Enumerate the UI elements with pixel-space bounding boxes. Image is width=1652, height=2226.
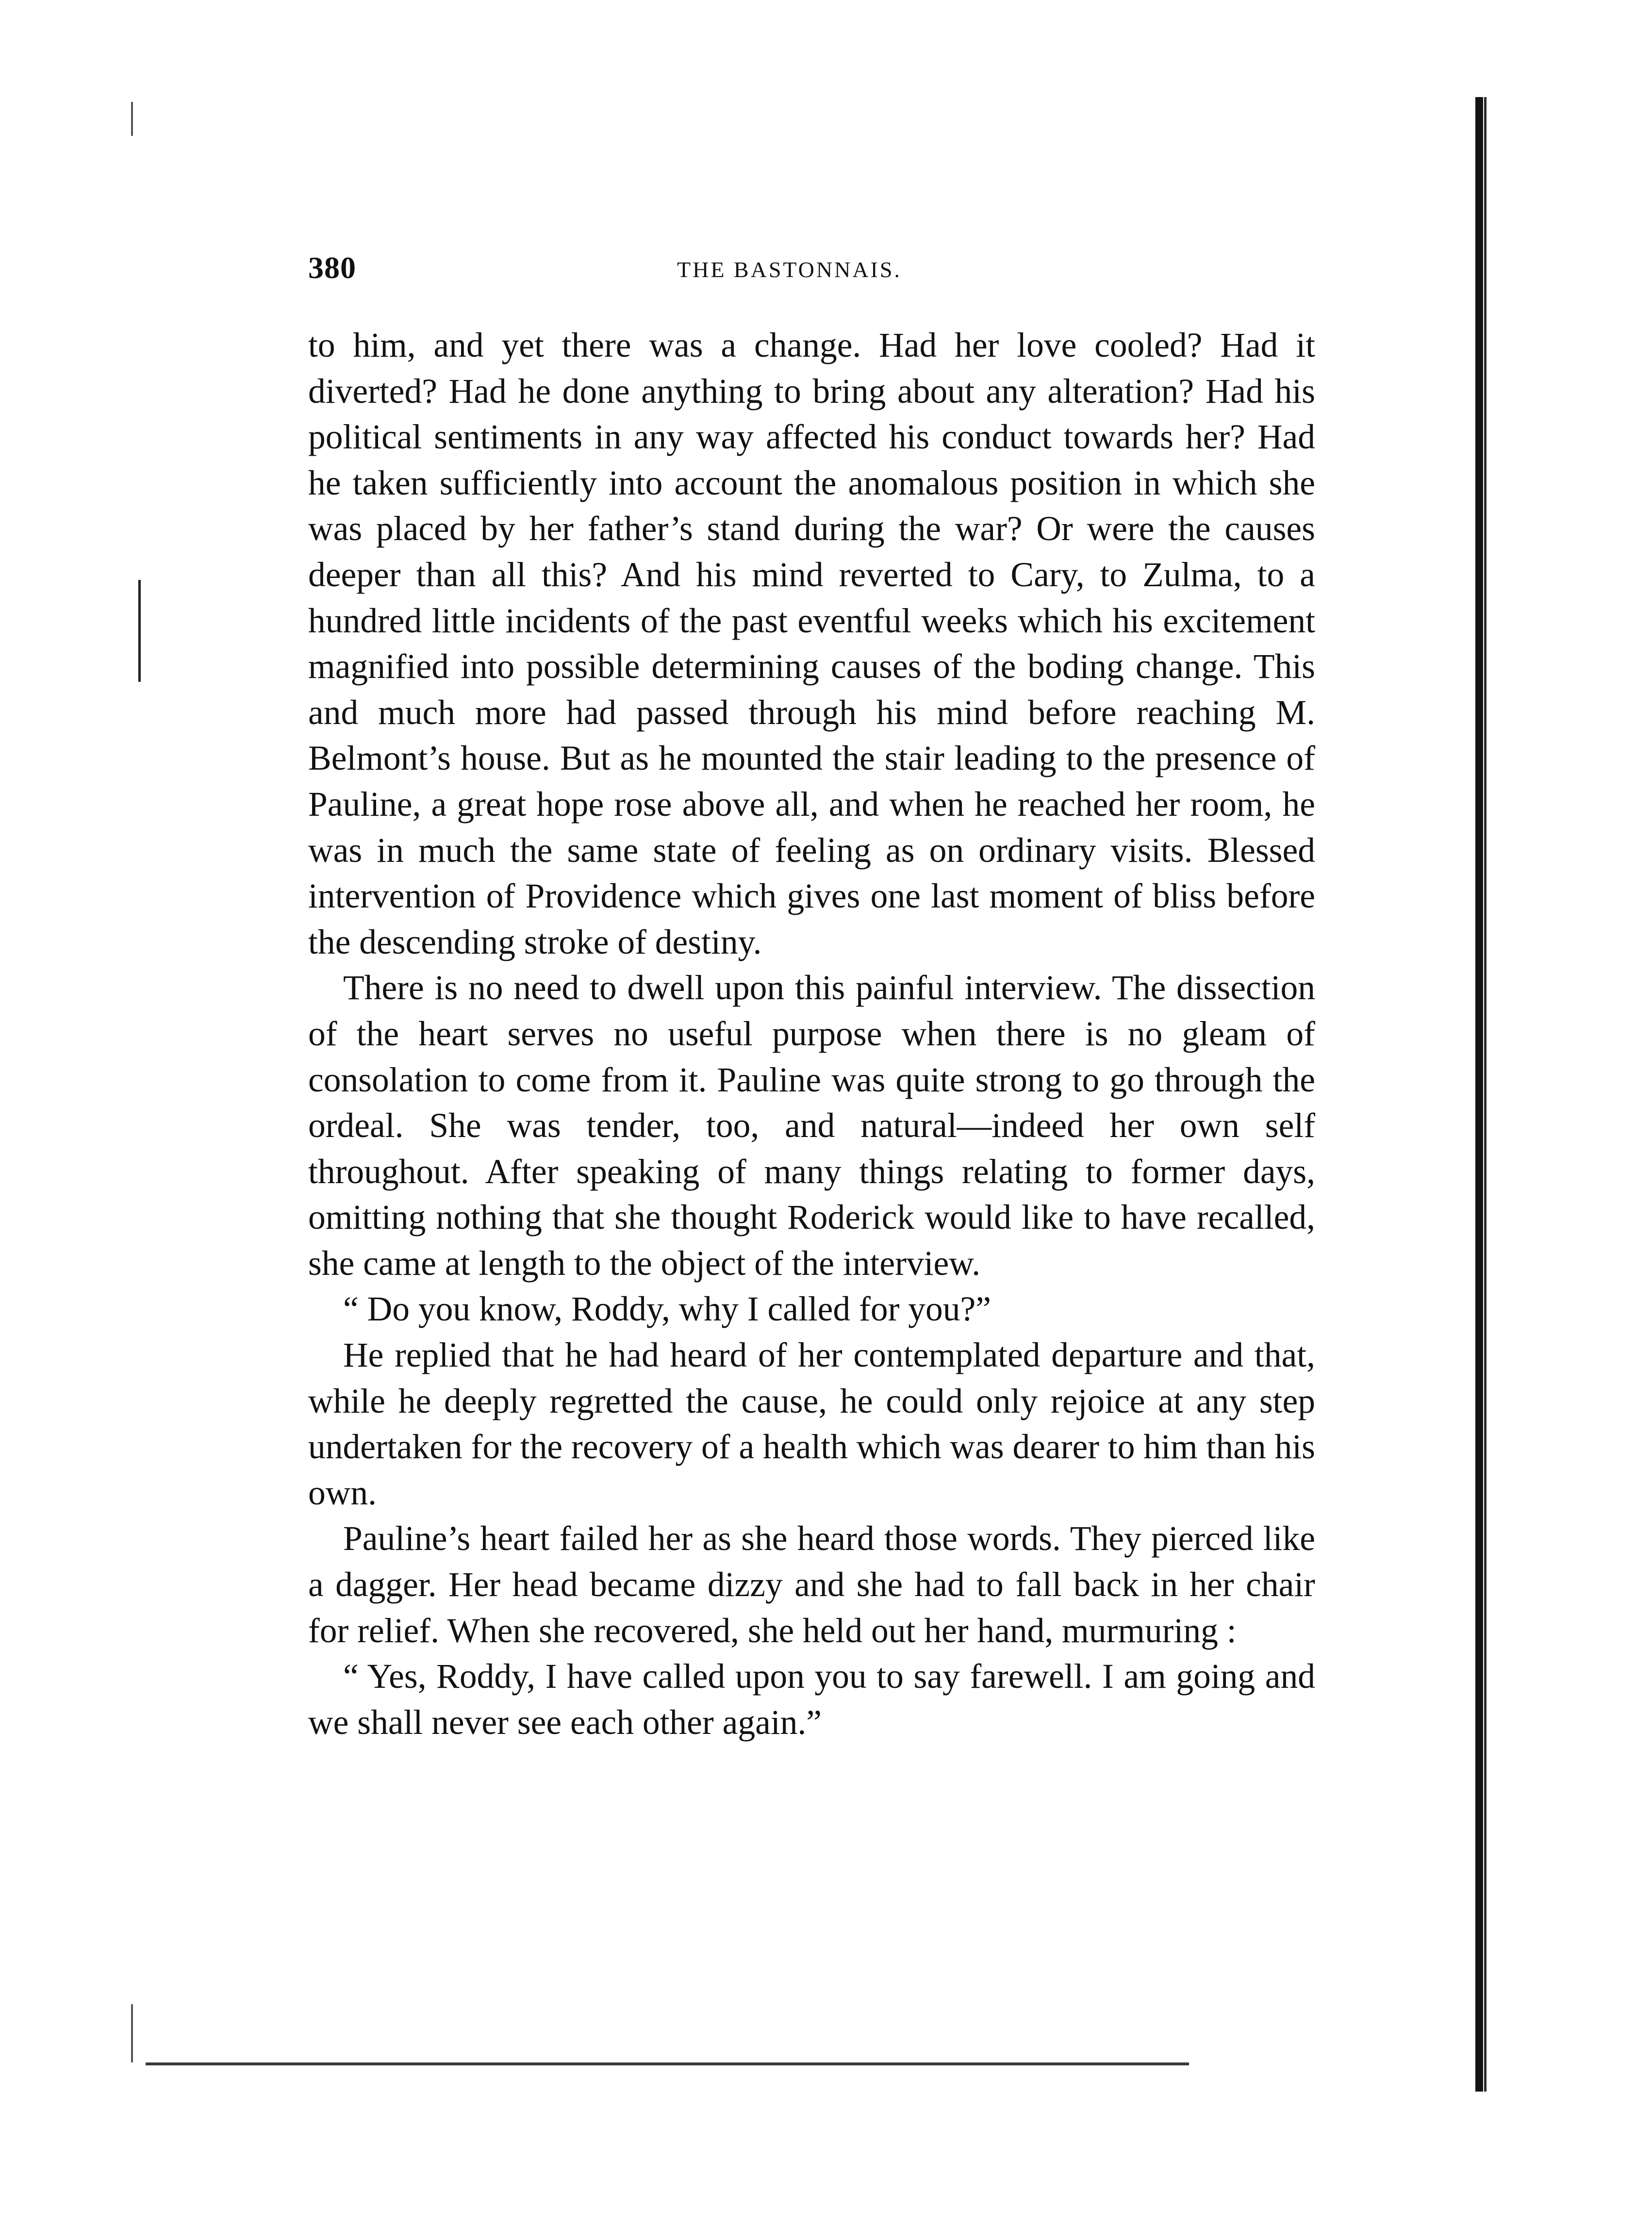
binding-edge-line <box>1484 97 1487 2092</box>
paragraph-6: “ Yes, Roddy, I have called upon you to say farewell. I am going and we shall never see each other again.” <box>308 1657 1315 1742</box>
paragraph-5: Pauline’s heart failed her as she heard those words. They pierced like a dagger. Her head became dizzy and she had to fall back in her chair for relief. When she recovered, she held out her hand, murmuring : <box>308 1519 1315 1650</box>
page-number: 380 <box>308 250 356 285</box>
binding-edge-shadow <box>1475 97 1483 2092</box>
page-header <box>308 250 1315 294</box>
left-margin-speck <box>131 102 133 136</box>
body-text <box>308 323 1315 1746</box>
running-title: THE BASTONNAIS. <box>677 257 902 282</box>
paragraph-1: to him, and yet there was a change. Had her love cooled? Had it diverted? Had he done anything to bring about any alteration? Had his political sentiments in any way affected his conduct towards her? Had he taken sufficiently into account the anomalous position in which she was placed by her father’s stand during the war? Or were the causes deeper than all this? And his mind reverted to Cary, to Zulma, to a hundred little incidents of the past eventful weeks which his excitement magnified into possible determining causes of the boding change. This and much more had passed through his mind before reaching M. Belmont’s house. But as he mounted the stair leading to the presence of Pauline, a great hope rose above all, and when he reached her room, he was in much the same state of feeling as on ordinary visits. Blessed intervention of Providence which gives one last moment of bliss before the descending stroke of destiny. <box>308 326 1315 961</box>
paragraph-4: He replied that he had heard of her contemplated departure and that, while he deeply regretted the cause, he could only rejoice at any step undertaken for the recovery of a health which was dearer to him than his own. <box>308 1336 1315 1512</box>
paragraph-3: “ Do you know, Roddy, why I called for you?” <box>343 1290 991 1329</box>
paragraph-2: There is no need to dwell upon this painful interview. The dissection of the heart serves no useful purpose when there is no gleam of consolation to come from it. Pauline was quite strong to go through the ordeal. She was tender, too, and natural—indeed her own self throughout. After speaking of many things relating to former days, omitting nothing that she thought Roderick would like to have recalled, she came at length to the object of the interview. <box>308 969 1315 1283</box>
left-margin-speck <box>131 2004 133 2062</box>
left-margin-mark <box>138 580 141 682</box>
page-bottom-edge <box>146 2062 1189 2065</box>
